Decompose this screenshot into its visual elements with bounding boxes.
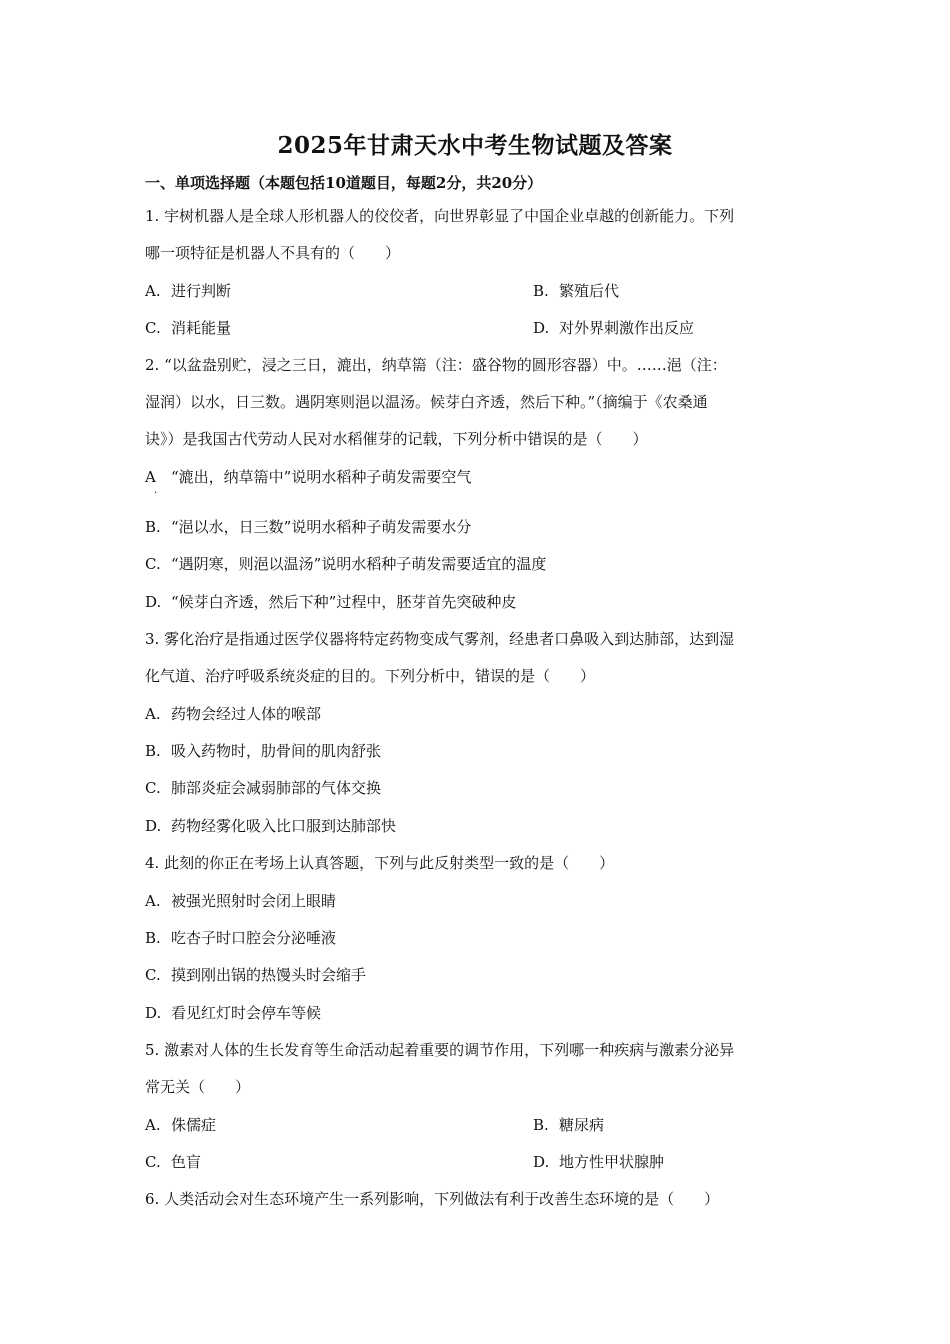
option-letter: A. (145, 705, 161, 723)
option-text: 被强光照射时会闭上眼睛 (171, 892, 337, 910)
question-2-option-b (145, 516, 471, 537)
question-5-line-2: 常无关（ ） (145, 1078, 251, 1096)
option-letter: B. (145, 929, 161, 947)
question-2-line-2: 湿润）以水，日三数。遇阴寒则浥以温汤。候芽白齐透，然后下种。”（摘编于《农桑通 (145, 393, 708, 411)
option-letter: A. (145, 1116, 161, 1134)
option-letter: D. (145, 593, 162, 611)
option-letter: C. (145, 555, 161, 573)
question-2-option-a (145, 466, 471, 487)
section-heading: 一、单项选择题（本题包括10道题目，每题2分，共20分） (145, 174, 543, 192)
option-text: 繁殖后代 (559, 282, 620, 300)
option-letter: B. (533, 282, 549, 300)
option-letter: B. (533, 1116, 549, 1134)
question-1-option-c (145, 317, 231, 338)
option-text: “遇阴寒，则浥以温汤”说明水稻种子萌发需要适宜的温度 (171, 555, 547, 573)
question-5-option-a (145, 1114, 216, 1135)
page-title: 2025年甘肃天水中考生物试题及答案 (277, 132, 673, 159)
option-letter: B. (145, 742, 161, 760)
option-text: 消耗能量 (171, 319, 232, 337)
option-text: 吃杏子时口腔会分泌唾液 (171, 929, 337, 947)
question-4-option-b (145, 927, 336, 948)
question-4-option-a (145, 890, 336, 911)
question-5-option-d (533, 1151, 664, 1172)
option-letter: C. (145, 779, 161, 797)
option-letter: A (145, 468, 156, 486)
option-text: 色盲 (171, 1153, 202, 1171)
option-text: 摸到刚出锅的热馒头时会缩手 (171, 966, 367, 984)
option-text: 看见红灯时会停车等候 (171, 1004, 322, 1022)
question-1-option-d (533, 317, 694, 338)
option-letter: D. (533, 1153, 550, 1171)
option-letter: D. (533, 319, 550, 337)
option-text: 侏儒症 (171, 1116, 217, 1134)
option-text: 糖尿病 (559, 1116, 605, 1134)
option-text: 对外界刺激作出反应 (559, 319, 695, 337)
question-1-option-b (533, 280, 619, 301)
option-letter: D. (145, 817, 162, 835)
stray-dot: · (154, 488, 158, 499)
option-text: 地方性甲状腺肿 (559, 1153, 665, 1171)
option-letter: B. (145, 518, 161, 536)
option-text: “浥以水，日三数”说明水稻种子萌发需要水分 (171, 518, 472, 536)
question-2-line-1: 2. “以盆盎别贮，浸之三日，漉出，纳草篅（注：盛谷物的圆形容器）中。……浥（注： (145, 356, 727, 374)
question-4-option-c (145, 964, 366, 985)
option-text: 肺部炎症会减弱肺部的气体交换 (171, 779, 382, 797)
question-3-option-c (145, 777, 381, 798)
option-letter: C. (145, 966, 161, 984)
option-letter: A. (145, 892, 161, 910)
question-2-option-c (145, 553, 546, 574)
question-6-line-1: 6. 人类活动会对生态环境产生一系列影响，下列做法有利于改善生态环境的是（ ） (145, 1190, 720, 1208)
option-letter: C. (145, 1153, 161, 1171)
question-2-line-3: 诀》）是我国古代劳动人民对水稻催芽的记载，下列分析中错误的是（ ） (145, 430, 648, 448)
question-4-option-d (145, 1002, 321, 1023)
question-3-option-b (145, 740, 381, 761)
question-1-line-1: 1. 宇树机器人是全球人形机器人的佼佼者，向世界彰显了中国企业卓越的创新能力。下列 (145, 207, 735, 225)
question-4-line-1: 4. 此刻的你正在考场上认真答题，下列与此反射类型一致的是（ ） (145, 854, 615, 872)
option-text: “候芽白齐透，然后下种”过程中，胚芽首先突破种皮 (171, 593, 517, 611)
option-text: “漉出，纳草篅中”说明水稻种子萌发需要空气 (171, 468, 472, 486)
option-text: 进行判断 (171, 282, 232, 300)
question-1-option-a (145, 280, 231, 301)
question-3-line-2: 化气道、治疗呼吸系统炎症的目的。下列分析中，错误的是（ ） (145, 667, 596, 685)
question-5-line-1: 5. 激素对人体的生长发育等生命活动起着重要的调节作用，下列哪一种疾病与激素分泌异 (145, 1041, 735, 1059)
option-text: 药物会经过人体的喉部 (171, 705, 322, 723)
option-letter: A. (145, 282, 161, 300)
option-text: 药物经雾化吸入比口服到达肺部快 (171, 817, 397, 835)
option-text: 吸入药物时，肋骨间的肌肉舒张 (171, 742, 382, 760)
option-letter: D. (145, 1004, 162, 1022)
question-3-option-d (145, 815, 396, 836)
question-3-line-1: 3. 雾化治疗是指通过医学仪器将特定药物变成气雾剂，经患者口鼻吸入到达肺部，达到湿 (145, 630, 735, 648)
question-3-option-a (145, 703, 321, 724)
question-5-option-b (533, 1114, 604, 1135)
question-5-option-c (145, 1151, 201, 1172)
option-letter: C. (145, 319, 161, 337)
question-1-line-2: 哪一项特征是机器人不具有的（ ） (145, 244, 401, 262)
question-2-option-d (145, 591, 516, 612)
